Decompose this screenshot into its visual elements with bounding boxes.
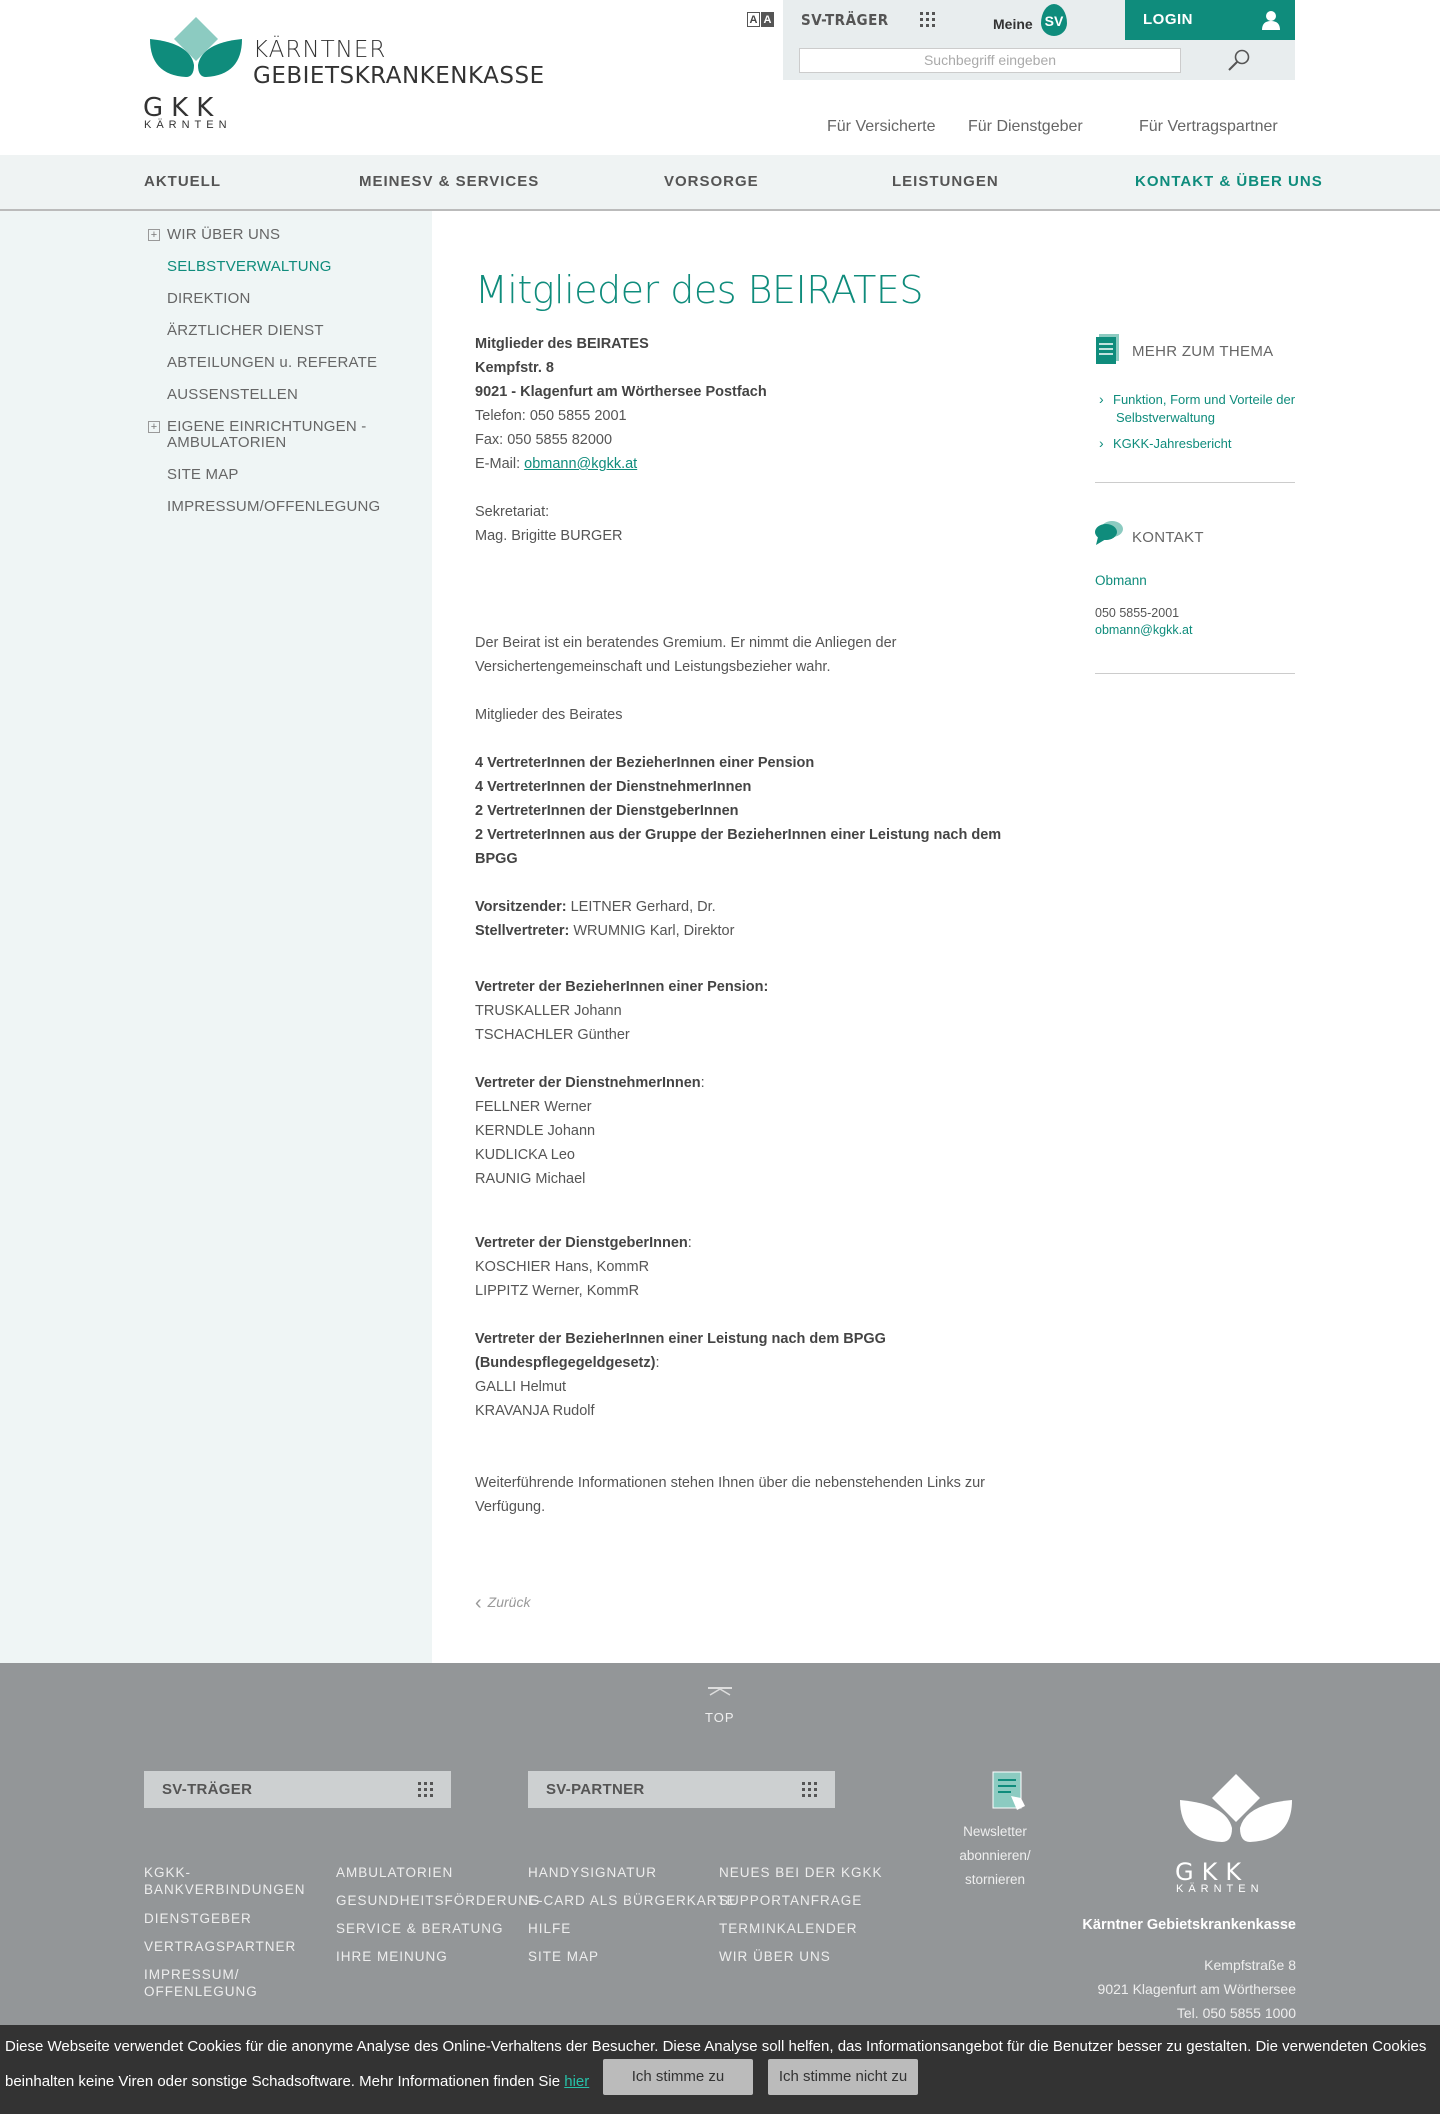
- divider: [1095, 482, 1295, 483]
- footer-link-site-map[interactable]: SITE MAP: [528, 1949, 600, 1964]
- meine-sv-drop-icon: SV: [1041, 4, 1067, 36]
- group-dienstgeber: Vertreter der DienstgeberInnen: KOSCHIER Hans, KommR LIPPITZ Werner, KommR: [475, 1235, 692, 1299]
- sidebar-item-direktion[interactable]: DIREKTION: [167, 290, 251, 307]
- footer-address: [1072, 1953, 1296, 2025]
- footer-city: 9021 Klagenfurt am Wörthersee: [1097, 1981, 1296, 1997]
- login-button[interactable]: [1125, 0, 1295, 40]
- sv-traeger-button[interactable]: [783, 0, 953, 40]
- footer-sv-partner-button[interactable]: [528, 1771, 835, 1808]
- nav-vorsorge[interactable]: VORSORGE: [664, 173, 759, 190]
- logo-line2: GEBIETSKRANKENKASSE: [253, 63, 545, 89]
- email-link[interactable]: obmann@kgkk.at: [524, 456, 638, 472]
- composition-list: [475, 751, 1001, 871]
- newsletter-label: abonnieren/: [959, 1848, 1031, 1863]
- audience-versicherte[interactable]: Für Versicherte: [827, 118, 936, 135]
- expand-icon[interactable]: +: [148, 421, 160, 433]
- grid-menu-icon: [418, 1782, 434, 1798]
- member: KOSCHIER Hans, KommR: [475, 1259, 650, 1275]
- deputy-name: WRUMNIG Karl, Direktor: [569, 923, 735, 939]
- nav-meinesv-services[interactable]: MEINESV & SERVICES: [359, 173, 540, 190]
- group-heading: Vertreter der DienstnehmerInnen: [475, 1075, 701, 1091]
- footer-sv-traeger-button[interactable]: [144, 1771, 451, 1808]
- meine-sv-button[interactable]: [953, 0, 1123, 40]
- sidebar-item-label: EIGENE EINRICHTUNGEN -: [167, 418, 367, 435]
- nav-leistungen[interactable]: LEISTUNGEN: [892, 173, 999, 190]
- link-selbstverwaltung[interactable]: [1113, 391, 1295, 427]
- sidebar-item-abteilungen[interactable]: ABTEILUNGEN u. REFERATE: [167, 354, 378, 371]
- sidebar-item-aussenstellen[interactable]: AUSSENSTELLEN: [167, 386, 298, 403]
- footer-logo-karnten: KÄRNTEN: [1176, 1883, 1264, 1895]
- composition-item: 2 VertreterInnen aus der Gruppe der BezieherInnen einer Leistung nach dem: [475, 827, 1002, 843]
- member: KUDLICKA Leo: [475, 1147, 575, 1163]
- cookie-decline-button[interactable]: Ich stimme nicht zu: [768, 2059, 918, 2095]
- outro-line: Weiterführende Informationen stehen Ihnen über die nebenstehenden Links zur: [475, 1475, 985, 1491]
- composition-item: 2 VertreterInnen der DienstgeberInnen: [475, 803, 739, 819]
- link-label: Selbstverwaltung: [1116, 410, 1215, 425]
- footer-sv-partner-label: SV-PARTNER: [546, 1781, 645, 1798]
- address-block: [475, 332, 767, 476]
- composition-item: 4 VertreterInnen der DienstnehmerInnen: [475, 779, 752, 795]
- footer-org-name: Kärntner Gebietskrankenkasse: [1082, 1917, 1296, 1933]
- newsletter-label: stornieren: [964, 1872, 1026, 1887]
- footer-link-vertragspartner[interactable]: VERTRAGSPARTNER: [144, 1939, 297, 1954]
- footer-link-terminkalender[interactable]: TERMINKALENDER: [719, 1921, 858, 1936]
- sidebar-item-impressum[interactable]: IMPRESSUM/OFFENLEGUNG: [167, 498, 381, 515]
- composition-item: BPGG: [475, 851, 518, 867]
- sv-traeger-label: SV-TRÄGER: [801, 11, 889, 29]
- main-navigation: [0, 155, 1440, 211]
- member: TSCHACHLER Günther: [475, 1027, 630, 1043]
- document-icon: [1096, 334, 1120, 364]
- chevron-left-icon: ‹: [475, 1592, 482, 1614]
- sidebar-item-label: AMBULATORIEN: [167, 434, 287, 451]
- newsletter-label: Newsletter: [963, 1824, 1027, 1839]
- group-dienstnehmer: Vertreter der DienstnehmerInnen: FELLNER Werner KERNDLE Johann KUDLICKA Leo RAUNIG Michael: [475, 1075, 705, 1187]
- cookie-text: beinhalten keine Viren oder sonstige Schadsoftware. Mehr Informationen finden Sie: [5, 2073, 565, 2090]
- group-heading: Vertreter der BezieherInnen einer Pension:: [475, 979, 769, 995]
- link-label: Funktion, Form und Vorteile der: [1113, 392, 1296, 407]
- logo-line1: KÄRNTNER: [253, 37, 387, 63]
- logo-gkk: GKK: [143, 93, 222, 123]
- back-link[interactable]: [475, 1592, 530, 1615]
- back-to-top[interactable]: TOP: [705, 1710, 735, 1725]
- chair-name: LEITNER Gerhard, Dr.: [566, 899, 716, 915]
- footer-link-ihre-meinung[interactable]: IHRE MEINUNG: [336, 1949, 448, 1964]
- meine-sv-label: Meine: [993, 16, 1033, 32]
- chevron-right-icon: ›: [1099, 391, 1104, 407]
- newsletter-link[interactable]: [945, 1820, 1045, 1892]
- group-bpgg: Vertreter der BezieherInnen einer Leistung nach dem BPGG (Bundespflegegeldgesetz): GALLI Helmut KRAVANJA Rudolf: [475, 1331, 886, 1419]
- footer-link-gesundheitsfoerderung[interactable]: GESUNDHEITSFÖRDERUNG: [336, 1893, 541, 1908]
- logo-karnten: KÄRNTEN: [144, 119, 232, 131]
- composition-item: 4 VertreterInnen der BezieherInnen einer Pension: [475, 755, 815, 771]
- sidebar-item-selbstverwaltung[interactable]: SELBSTVERWALTUNG: [167, 258, 332, 275]
- address-name: Mitglieder des BEIRATES: [475, 336, 649, 352]
- font-size-large[interactable]: A: [761, 12, 774, 27]
- footer-link-dienstgeber[interactable]: DIENSTGEBER: [144, 1911, 252, 1926]
- chat-icon: [1094, 520, 1124, 546]
- deputy-label: Stellvertreter:: [475, 923, 570, 939]
- nav-aktuell[interactable]: AKTUELL: [144, 173, 221, 190]
- nav-kontakt-ueber-uns[interactable]: KONTAKT & ÜBER UNS: [1135, 173, 1323, 190]
- group-heading: Vertreter der BezieherInnen einer Leistung nach dem BPGG: [475, 1331, 886, 1347]
- chair-label: Vorsitzender:: [475, 899, 567, 915]
- cookie-info-link[interactable]: hier: [564, 2073, 590, 2090]
- secretariat: [475, 500, 622, 548]
- divider: [1095, 673, 1295, 674]
- address-city: 9021 - Klagenfurt am Wörthersee Postfach: [475, 384, 767, 400]
- search-icon[interactable]: [1227, 48, 1251, 72]
- top-service-bar: [783, 0, 1295, 80]
- outro-line: Verfügung.: [475, 1499, 546, 1515]
- footer-link-service-beratung[interactable]: SERVICE & BERATUNG: [336, 1921, 504, 1936]
- members-heading: Mitglieder des Beirates: [475, 707, 623, 723]
- page-title: Mitglieder des BEIRATES: [475, 268, 923, 312]
- sidebar-item-eigene-einrichtungen[interactable]: [167, 419, 366, 451]
- cookie-accept-button[interactable]: Ich stimme zu: [603, 2059, 753, 2095]
- contact-email[interactable]: obmann@kgkk.at: [1095, 623, 1193, 637]
- gkk-logo[interactable]: [143, 15, 545, 131]
- back-label: Zurück: [487, 1594, 531, 1610]
- secretariat-name: Mag. Brigitte BURGER: [475, 528, 623, 544]
- footer-tel: Tel. 050 5855 1000: [1176, 2005, 1296, 2021]
- chair-block: [475, 895, 734, 943]
- footer-link-neues[interactable]: NEUES BEI DER KGKK: [719, 1865, 883, 1880]
- contact-phone: 050 5855-2001: [1095, 606, 1180, 620]
- contact-heading: KONTAKT: [1132, 529, 1204, 546]
- link-jahresbericht[interactable]: KGKK-Jahresbericht: [1113, 436, 1232, 451]
- grid-menu-icon: [920, 12, 936, 28]
- chevron-up-icon: [708, 1687, 732, 1697]
- secretariat-label: Sekretariat:: [475, 504, 550, 520]
- logo-mark-icon: [146, 15, 246, 93]
- footer-link-impressum[interactable]: [144, 1966, 258, 2000]
- footer-link-ecard[interactable]: E-CARD ALS BÜRGERKARTE: [528, 1893, 737, 1908]
- member: GALLI Helmut: [475, 1379, 567, 1395]
- phone: Telefon: 050 5855 2001: [475, 408, 627, 424]
- footer-link-bankverbindungen[interactable]: [144, 1864, 306, 1898]
- fax: Fax: 050 5855 82000: [475, 432, 613, 448]
- audience-vertragspartner[interactable]: Für Vertragspartner: [1139, 118, 1278, 135]
- font-size-small[interactable]: A: [747, 12, 760, 27]
- more-heading: MEHR ZUM THEMA: [1132, 343, 1274, 360]
- member: RAUNIG Michael: [475, 1171, 586, 1187]
- sidebar-item-wir-ueber-uns[interactable]: WIR ÜBER UNS: [167, 226, 281, 243]
- footer-street: Kempfstraße 8: [1204, 1957, 1296, 1973]
- chevron-right-icon: ›: [1099, 435, 1104, 451]
- newsletter-icon[interactable]: [991, 1770, 1027, 1814]
- expand-icon[interactable]: +: [148, 229, 160, 241]
- sidebar-item-site-map[interactable]: SITE MAP: [167, 466, 239, 483]
- group-pension: [475, 975, 768, 1047]
- footer-link-ambulatorien[interactable]: AMBULATORIEN: [336, 1865, 454, 1880]
- member: FELLNER Werner: [475, 1099, 592, 1115]
- member: KRAVANJA Rudolf: [475, 1403, 595, 1419]
- group-heading: (Bundespflegegeldgesetz): [475, 1355, 656, 1371]
- cookie-text-line1: Diese Webseite verwendet Cookies für die anonyme Analyse des Online-Verhaltens der Besucher. Diese Analyse soll helfen, das Informationsangebot für die Benutzer besser zu gestalten. Die verwendeten Cookies: [5, 2038, 1427, 2055]
- site-header: [0, 0, 1440, 155]
- member: KERNDLE Johann: [475, 1123, 596, 1139]
- member: TRUSKALLER Johann: [475, 1003, 622, 1019]
- group-heading: Vertreter der DienstgeberInnen: [475, 1235, 688, 1251]
- footer-logo-gkk: GKK: [1175, 1858, 1250, 1886]
- footer-sv-traeger-label: SV-TRÄGER: [162, 1781, 253, 1798]
- intro-line: Der Beirat ist ein beratendes Gremium. Er nimmt die Anliegen der: [475, 635, 897, 651]
- footer-link-label: OFFENLEGUNG: [144, 1984, 258, 1999]
- footer-link-handysignatur[interactable]: HANDYSIGNATUR: [528, 1865, 658, 1880]
- member: LIPPITZ Werner, KommR: [475, 1283, 640, 1299]
- email-label: E-Mail:: [475, 456, 525, 472]
- footer-link-label: BANKVERBINDUNGEN: [144, 1882, 306, 1897]
- contact-name: Obmann: [1095, 573, 1147, 588]
- intro-line: Versichertengemeinschaft und Leistungsbezieher wahr.: [475, 659, 831, 675]
- search-input[interactable]: Suchbegriff eingeben: [799, 48, 1181, 73]
- address-street: Kempfstr. 8: [475, 360, 554, 376]
- footer-logo-mark-icon: [1178, 1770, 1294, 1852]
- footer-link-label: KGKK-: [144, 1865, 192, 1880]
- footer-link-label: IMPRESSUM/: [144, 1967, 240, 1982]
- login-label: LOGIN: [1143, 11, 1193, 28]
- footer-link-hilfe[interactable]: HILFE: [528, 1921, 572, 1936]
- user-icon: [1261, 10, 1281, 30]
- footer-link-wir-ueber-uns[interactable]: WIR ÜBER UNS: [719, 1949, 831, 1964]
- audience-dienstgeber[interactable]: Für Dienstgeber: [968, 118, 1083, 135]
- outro-text: [475, 1471, 985, 1519]
- intro-text: [475, 631, 897, 679]
- grid-menu-icon: [802, 1782, 818, 1798]
- font-size-toggle[interactable]: [747, 12, 775, 28]
- footer-link-supportanfrage[interactable]: SUPPORTANFRAGE: [719, 1893, 863, 1908]
- sidebar-item-aerztlicher-dienst[interactable]: ÄRZTLICHER DIENST: [167, 322, 324, 339]
